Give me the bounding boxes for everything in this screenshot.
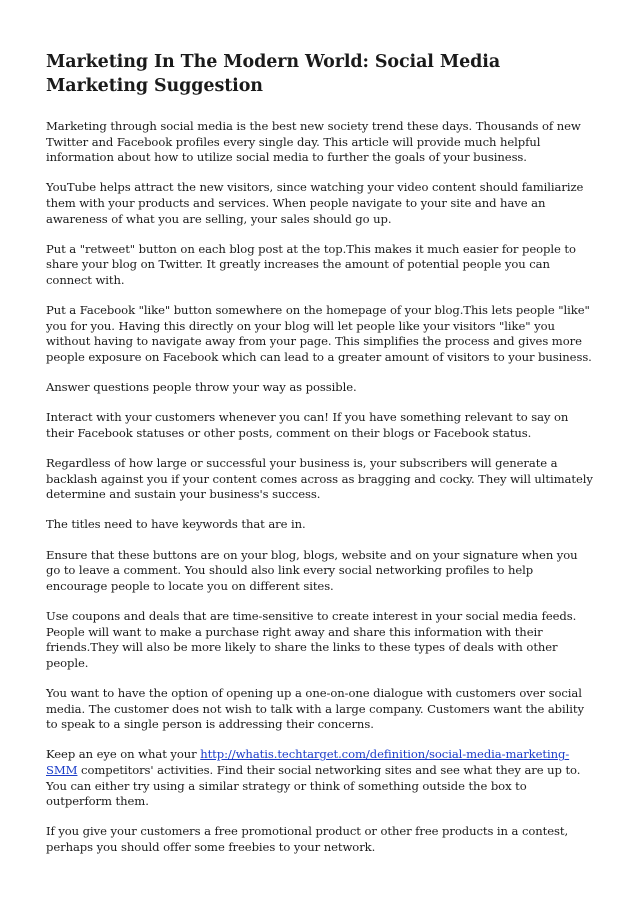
paragraph-backlash: Regardless of how large or successful your business is, your subscribers will generate a backlash against you if your content comes across as bragging and cocky. They will ultimately determine and sustain your business's success.	[46, 456, 593, 502]
paragraph-dialogue: You want to have the option of opening up a one-on-one dialogue with customers over social media. The customer does not wish to talk with a large company. Customers want the ability to speak to a single person is addressing their concerns.	[46, 685, 584, 732]
document-page	[46, 50, 594, 870]
paragraph-competitors	[46, 747, 594, 809]
paragraph-answer-questions: Answer questions people throw your way as possible.	[46, 380, 357, 395]
paragraph-intro: Marketing through social media is the best new society trend these days. Thousands of new Twitter and Facebook profiles every single day. This article will provide much helpful information about how to utilize social media to further the goals of your business.	[46, 119, 581, 165]
paragraph-buttons: Ensure that these buttons are on your blog, blogs, website and on your signature when you go to leave a comment. You should also link every social networking profiles to help encourage people to locate you on different sites.	[46, 547, 578, 593]
paragraph-youtube: YouTube helps attract the new visitors, since watching your video content should familiarize them with your products and services. When people navigate to your site and have an awareness of what you are selling, your sales should go up.	[46, 180, 584, 226]
paragraph-retweet: Put a "retweet" button on each blog post at the top.This makes it much easier for people to share your blog on Twitter. It greatly increases the amount of potential people you can connect with.	[46, 241, 576, 287]
techtarget-link[interactable]: http://whatis.techtarget.com/definition/social-media-marketing-SMM	[46, 747, 570, 777]
paragraph-titles: The titles need to have keywords that are in.	[46, 517, 306, 532]
paragraph-coupons: Use coupons and deals that are time-sensitive to create interest in your social media feeds. People will want to make a purchase right away and share this information with their friends.They will also be more likely to share the links to these types of deals with other people.	[46, 609, 577, 670]
article-title: Marketing In The Modern World: Social Media Marketing Suggestion	[46, 52, 501, 96]
paragraph-freebies: If you give your customers a free promotional product or other free products in a contest, perhaps you should offer some freebies to your network.	[46, 824, 569, 854]
competitors-text-before: Keep an eye on what your	[46, 747, 201, 762]
competitors-text-after: competitors' activities. Find their social networking sites and see what they are up to. You can either try using a similar strategy or think of something outside the box to outperform them.	[46, 762, 581, 809]
paragraph-facebook-like: Put a Facebook "like" button somewhere on the homepage of your blog.This lets people "like" you for you. Having this directly on your blog will let people like your visitors "like" you without having to navigate away from your page. This simplifies the process and gives more people exposure on Facebook which can lead to a greater amount of visitors to your business.	[46, 303, 592, 364]
paragraph-interact: Interact with your customers whenever you can! If you have something relevant to say on their Facebook statuses or other posts, comment on their blogs or Facebook status.	[46, 410, 569, 440]
